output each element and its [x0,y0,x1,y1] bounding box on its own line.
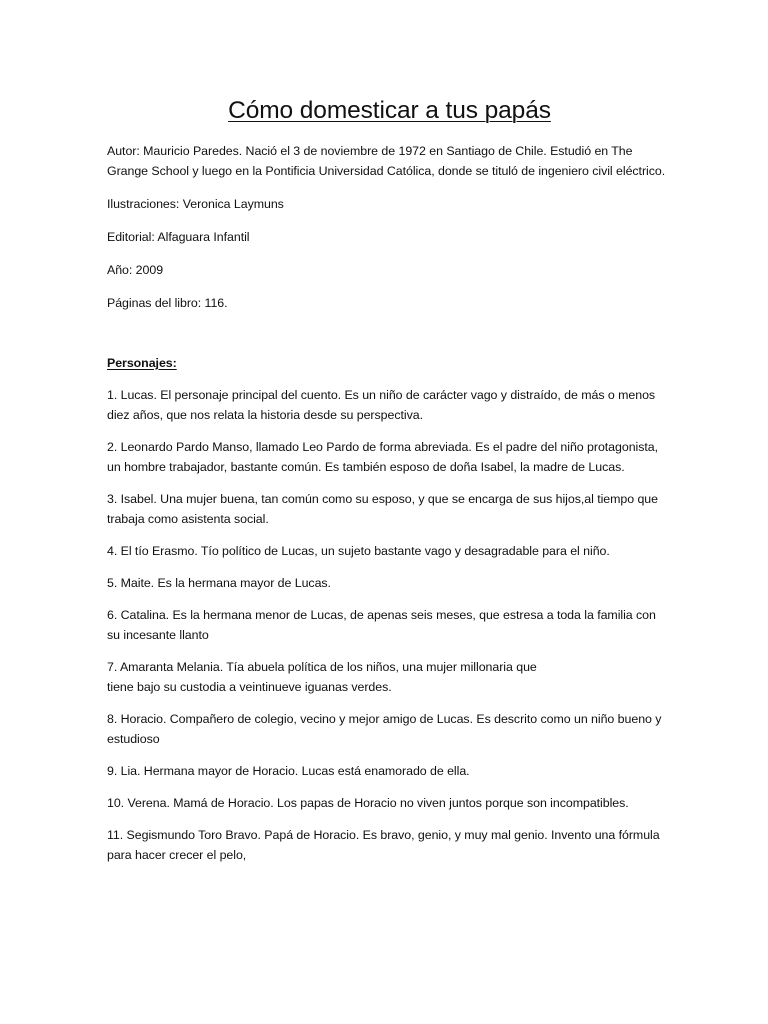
character-item-6: 6. Catalina. Es la hermana menor de Lucas, de apenas seis meses, que estresa a toda la familia con su incesante llanto [107,608,656,642]
author-info: Autor: Mauricio Paredes. Nació el 3 de noviembre de 1972 en Santiago de Chile. Estudió en The Grange School y luego en la Pontificia Universidad Católica, donde se tituló de ingeniero civil eléctrico. [107,144,666,178]
character-item-7-line-1: 7. Amaranta Melania. Tía abuela política de los niños, una mujer millonaria que [107,660,537,674]
characters-heading: Personajes: [107,356,177,370]
document-body [107,141,672,865]
character-item-4: 4. El tío Erasmo. Tío político de Lucas, un sujeto bastante vago y desagradable para el niño. [107,544,610,558]
illustrations-info: Ilustraciones: Veronica Laymuns [107,197,284,211]
character-item-7 [107,657,672,697]
character-item-1: 1. Lucas. El personaje principal del cuento. Es un niño de carácter vago y distraído, de más o menos diez años, que nos relata la historia desde su perspectiva. [107,388,656,422]
character-item-5: 5. Maite. Es la hermana mayor de Lucas. [107,576,331,590]
character-item-2: 2. Leonardo Pardo Manso, llamado Leo Pardo de forma abreviada. Es el padre del niño protagonista, un hombre trabajador, bastante común. Es también esposo de doña Isabel, la madre de Lucas. [107,440,659,474]
character-item-8: 8. Horacio. Compañero de colegio, vecino y mejor amigo de Lucas. Es descrito como un niño bueno y estudioso [107,712,662,746]
year-info: Año: 2009 [107,263,164,277]
publisher-info: Editorial: Alfaguara Infantil [107,230,250,244]
document-title: Cómo domesticar a tus papás [228,97,551,124]
character-item-7-line-2: tiene bajo su custodia a veintinueve iguanas verdes. [107,680,392,694]
character-item-9: 9. Lia. Hermana mayor de Horacio. Lucas está enamorado de ella. [107,764,470,778]
character-item-3: 3. Isabel. Una mujer buena, tan común como su esposo, y que se encarga de sus hijos,al tiempo que trabaja como asistenta social. [107,492,658,526]
character-item-10: 10. Verena. Mamá de Horacio. Los papas de Horacio no viven juntos porque son incompatibles. [107,796,629,810]
character-item-11: 11. Segismundo Toro Bravo. Papá de Horacio. Es bravo, genio, y muy mal genio. Invento una fórmula para hacer crecer el pelo, [107,828,660,862]
pages-info: Páginas del libro: 116. [107,296,228,310]
